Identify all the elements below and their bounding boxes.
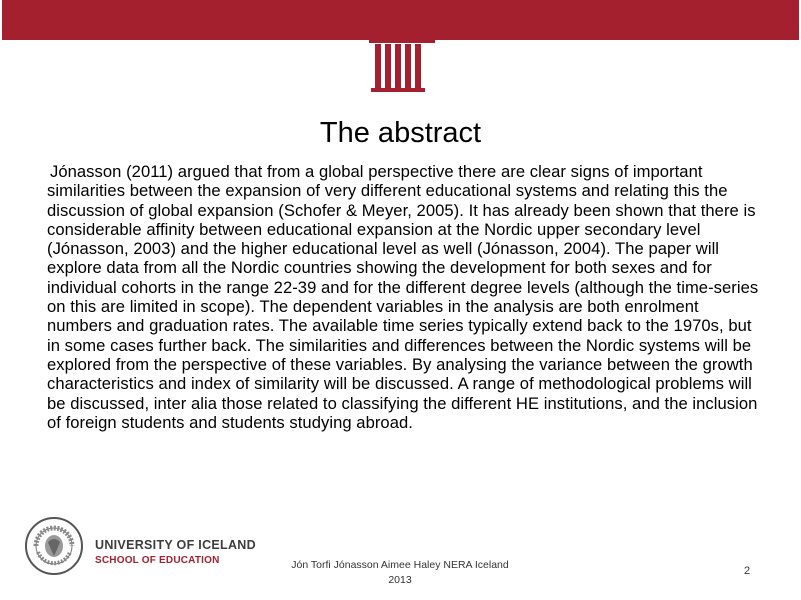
slide-title: The abstract — [319, 117, 482, 149]
university-seal-icon — [24, 516, 84, 576]
school-name: SCHOOL OF EDUCATION — [95, 555, 220, 566]
university-name: UNIVERSITY OF ICELAND — [95, 538, 256, 552]
page-number: 2 — [744, 565, 751, 577]
footer-credit: Jón Torfi Jónasson Aimee Haley NERA Iceland 2013 — [291, 559, 509, 586]
abstract-body: Jónasson (2011) argued that from a global perspective there are clear signs of important similarities between the expansion of very different educational systems and relating this the discussion of global expansion (Schofer & Meyer, 2005). It has already been shown that there is considerable affinity between educational expansion at the Nordic upper secondary level (Jónasson, 2003) and the higher educational level as well (Jónasson, 2004). The paper will explore data from all the Nordic countries showing the development for both sexes and for individual cohorts in the range 22-39 and for the different degree levels (although the time-series on this are limited in scope). The dependent variables in the analysis are both enrolment numbers and graduation rates. The available time series typically extend back to the 1970s, but in some cases further back. The similarities and differences between the Nordic systems will be explored from the perspective of these variables. By analysing the variance between the growth characteristics and index of similarity will be discussed. A range of methodological problems will be discussed, inter alia those related to classifying the different HE institutions, and the inclusion of foreign students and students studying abroad. — [47, 162, 759, 432]
pillars-logo-icon — [361, 24, 443, 92]
